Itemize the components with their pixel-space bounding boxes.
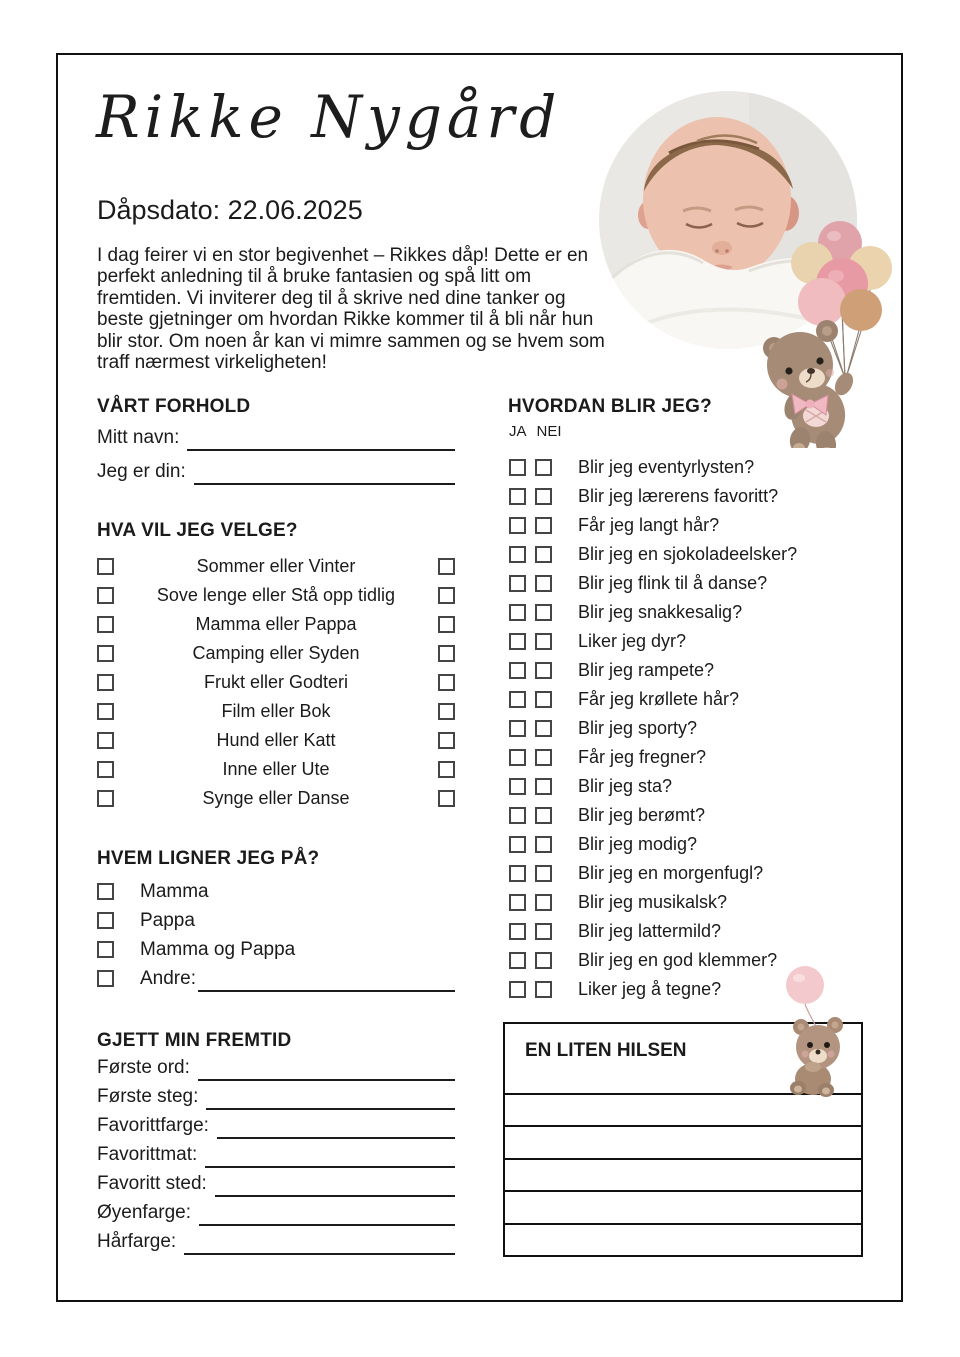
teddy-single-balloon-illustration bbox=[765, 955, 865, 1100]
greeting-heading: EN LITEN HILSEN bbox=[525, 1040, 687, 1061]
choice-right-checkbox-0[interactable] bbox=[438, 558, 455, 575]
choice-label: Sove lenge eller Stå opp tidlig bbox=[156, 585, 396, 605]
question-label: Blir jeg snakkesalig? bbox=[578, 602, 743, 622]
choice-left-checkbox-3[interactable] bbox=[97, 645, 114, 662]
question-label: Blir jeg en morgenfugl? bbox=[578, 863, 764, 883]
ja-checkbox-14[interactable] bbox=[509, 865, 526, 882]
question-row bbox=[509, 482, 859, 511]
balloon-pink-single bbox=[786, 966, 824, 1004]
nei-checkbox-11[interactable] bbox=[535, 778, 552, 795]
field-row bbox=[97, 1169, 455, 1198]
yes-label: JA bbox=[509, 423, 527, 440]
oyenfarge-line[interactable] bbox=[199, 1212, 455, 1226]
favorittmat-line[interactable] bbox=[205, 1154, 455, 1168]
nei-checkbox-0[interactable] bbox=[535, 459, 552, 476]
field-row bbox=[97, 455, 455, 489]
field-label: Øyenfarge: bbox=[97, 1201, 191, 1223]
forste-steg-line[interactable] bbox=[206, 1096, 455, 1110]
ja-checkbox-15[interactable] bbox=[509, 894, 526, 911]
traits-question-list bbox=[509, 453, 859, 1004]
choice-row bbox=[97, 784, 455, 813]
likeness-checkbox-2[interactable] bbox=[97, 941, 114, 958]
choice-row bbox=[97, 581, 455, 610]
question-row bbox=[509, 830, 859, 859]
ja-checkbox-17[interactable] bbox=[509, 952, 526, 969]
field-row bbox=[97, 1053, 455, 1082]
question-label: Blir jeg eventyrlysten? bbox=[578, 457, 755, 477]
choice-left-checkbox-2[interactable] bbox=[97, 616, 114, 633]
question-label: Får jeg krøllete hår? bbox=[578, 689, 740, 709]
nei-checkbox-2[interactable] bbox=[535, 517, 552, 534]
choice-right-checkbox-6[interactable] bbox=[438, 732, 455, 749]
question-label: Blir jeg flink til å danse? bbox=[578, 573, 768, 593]
question-label: Blir jeg lattermild? bbox=[578, 921, 722, 941]
choice-right-checkbox-1[interactable] bbox=[438, 587, 455, 604]
mitt-navn-line[interactable] bbox=[187, 437, 455, 451]
ja-checkbox-16[interactable] bbox=[509, 923, 526, 940]
choice-left-checkbox-5[interactable] bbox=[97, 703, 114, 720]
question-label: Blir jeg sta? bbox=[578, 776, 673, 796]
choice-row bbox=[97, 639, 455, 668]
field-label: Mitt navn: bbox=[97, 427, 180, 448]
page-title: Rikke Nygård bbox=[96, 83, 562, 151]
choice-label: Inne eller Ute bbox=[222, 759, 330, 779]
section-heading-relationship: VÅRT FORHOLD bbox=[97, 396, 251, 417]
relationship-fields bbox=[97, 421, 455, 489]
field-row bbox=[97, 1111, 455, 1140]
question-row bbox=[509, 801, 859, 830]
nei-checkbox-8[interactable] bbox=[535, 691, 552, 708]
nei-checkbox-9[interactable] bbox=[535, 720, 552, 737]
balloon-lightpink bbox=[798, 278, 846, 326]
question-row bbox=[509, 888, 859, 917]
no-label: NEI bbox=[536, 423, 562, 440]
field-label: Favorittmat: bbox=[97, 1143, 198, 1165]
choice-left-checkbox-0[interactable] bbox=[97, 558, 114, 575]
ja-checkbox-10[interactable] bbox=[509, 749, 526, 766]
ja-checkbox-1[interactable] bbox=[509, 488, 526, 505]
likeness-checkbox-0[interactable] bbox=[97, 883, 114, 900]
yes-no-header bbox=[509, 423, 562, 440]
page-border bbox=[56, 53, 903, 1302]
question-row bbox=[509, 569, 859, 598]
field-row bbox=[97, 1227, 455, 1256]
question-label: Blir jeg rampete? bbox=[578, 660, 715, 680]
choice-label: Mamma eller Pappa bbox=[195, 614, 357, 634]
nei-checkbox-4[interactable] bbox=[535, 575, 552, 592]
choice-right-checkbox-8[interactable] bbox=[438, 790, 455, 807]
choice-right-checkbox-4[interactable] bbox=[438, 674, 455, 691]
question-row bbox=[509, 917, 859, 946]
choice-left-checkbox-4[interactable] bbox=[97, 674, 114, 691]
likeness-checkbox-1[interactable] bbox=[97, 912, 114, 929]
question-row bbox=[509, 627, 859, 656]
question-row bbox=[509, 540, 859, 569]
nei-checkbox-1[interactable] bbox=[535, 488, 552, 505]
choice-left-checkbox-6[interactable] bbox=[97, 732, 114, 749]
section-heading-choices: HVA VIL JEG VELGE? bbox=[97, 520, 298, 541]
choice-row bbox=[97, 755, 455, 784]
choice-right-checkbox-5[interactable] bbox=[438, 703, 455, 720]
likeness-list bbox=[97, 877, 455, 993]
nei-checkbox-14[interactable] bbox=[535, 865, 552, 882]
section-heading-future: GJETT MIN FREMTID bbox=[97, 1030, 292, 1051]
nei-checkbox-13[interactable] bbox=[535, 836, 552, 853]
teddy-balloons-illustration bbox=[748, 218, 903, 448]
field-row bbox=[97, 1140, 455, 1169]
section-heading-traits: HVORDAN BLIR JEG? bbox=[508, 396, 712, 417]
forste-ord-line[interactable] bbox=[198, 1067, 455, 1081]
likeness-row bbox=[97, 877, 455, 906]
nei-checkbox-10[interactable] bbox=[535, 749, 552, 766]
field-label: Jeg er din: bbox=[97, 461, 186, 482]
likeness-row bbox=[97, 935, 455, 964]
question-label: Liker jeg dyr? bbox=[578, 631, 687, 651]
likeness-other-line[interactable] bbox=[198, 978, 455, 992]
choice-label: Frukt eller Godteri bbox=[203, 672, 349, 692]
choice-right-checkbox-2[interactable] bbox=[438, 616, 455, 633]
likeness-label: Mamma og Pappa bbox=[140, 938, 296, 960]
ja-checkbox-3[interactable] bbox=[509, 546, 526, 563]
field-label: Første steg: bbox=[97, 1085, 199, 1107]
question-row bbox=[509, 714, 859, 743]
section-heading-likeness: HVEM LIGNER JEG PÅ? bbox=[97, 848, 320, 869]
nei-checkbox-6[interactable] bbox=[535, 633, 552, 650]
harfarge-line[interactable] bbox=[184, 1241, 455, 1255]
ja-checkbox-0[interactable] bbox=[509, 459, 526, 476]
favoritt-sted-line[interactable] bbox=[215, 1183, 455, 1197]
question-row bbox=[509, 743, 859, 772]
likeness-row bbox=[97, 964, 455, 993]
choice-left-checkbox-1[interactable] bbox=[97, 587, 114, 604]
greeting-write-line[interactable] bbox=[505, 1190, 861, 1222]
ja-checkbox-12[interactable] bbox=[509, 807, 526, 824]
field-label: Hårfarge: bbox=[97, 1230, 177, 1252]
field-row bbox=[97, 1198, 455, 1227]
choice-left-checkbox-8[interactable] bbox=[97, 790, 114, 807]
question-label: Blir jeg en god klemmer? bbox=[578, 950, 778, 970]
greeting-write-line[interactable] bbox=[505, 1125, 861, 1157]
ja-checkbox-7[interactable] bbox=[509, 662, 526, 679]
question-label: Liker jeg å tegne? bbox=[578, 979, 722, 999]
question-row bbox=[509, 511, 859, 540]
choice-row bbox=[97, 552, 455, 581]
ja-checkbox-2[interactable] bbox=[509, 517, 526, 534]
question-row bbox=[509, 859, 859, 888]
nei-checkbox-7[interactable] bbox=[535, 662, 552, 679]
field-label: Første ord: bbox=[97, 1056, 190, 1078]
greeting-write-line[interactable] bbox=[505, 1223, 861, 1255]
likeness-checkbox-other[interactable] bbox=[97, 970, 114, 987]
ja-checkbox-8[interactable] bbox=[509, 691, 526, 708]
question-row bbox=[509, 656, 859, 685]
question-row bbox=[509, 685, 859, 714]
choice-row bbox=[97, 726, 455, 755]
nei-checkbox-12[interactable] bbox=[535, 807, 552, 824]
ja-checkbox-18[interactable] bbox=[509, 981, 526, 998]
choice-label: Hund eller Katt bbox=[216, 730, 336, 750]
question-label: Blir jeg berømt? bbox=[578, 805, 706, 825]
likeness-label: Mamma bbox=[140, 880, 209, 902]
choice-label: Camping eller Syden bbox=[192, 643, 360, 663]
choice-row bbox=[97, 697, 455, 726]
question-row bbox=[509, 598, 859, 627]
ja-checkbox-5[interactable] bbox=[509, 604, 526, 621]
ja-checkbox-4[interactable] bbox=[509, 575, 526, 592]
choice-row bbox=[97, 610, 455, 639]
future-fields bbox=[97, 1053, 455, 1256]
question-row bbox=[509, 453, 859, 482]
greeting-write-line[interactable] bbox=[505, 1158, 861, 1190]
choice-right-checkbox-7[interactable] bbox=[438, 761, 455, 778]
favorittfarge-line[interactable] bbox=[217, 1125, 455, 1139]
choice-label: Sommer eller Vinter bbox=[196, 556, 356, 576]
nei-checkbox-5[interactable] bbox=[535, 604, 552, 621]
likeness-other-label: Andre: bbox=[140, 967, 196, 989]
question-label: Får jeg fregner? bbox=[578, 747, 707, 767]
question-label: Blir jeg musikalsk? bbox=[578, 892, 728, 912]
balloon-tan bbox=[840, 289, 882, 331]
question-label: Får jeg langt hår? bbox=[578, 515, 720, 535]
choice-row bbox=[97, 668, 455, 697]
choice-label: Synge eller Danse bbox=[202, 788, 350, 808]
field-label: Favorittfarge: bbox=[97, 1114, 209, 1136]
likeness-row bbox=[97, 906, 455, 935]
question-row bbox=[509, 772, 859, 801]
likeness-label: Pappa bbox=[140, 909, 195, 931]
nei-checkbox-16[interactable] bbox=[535, 923, 552, 940]
question-label: Blir jeg lærerens favoritt? bbox=[578, 486, 779, 506]
intro-text: I dag feirer vi en stor begivenhet – Rikkes dåp! Dette er en perfekt anledning til å bruke fantasien og spå litt om fremtiden. Vi inviterer deg til å skrive ned dine tanker og beste gjetninger om hvordan Rikke kommer til å bli når hun blir stor. Om noen år kan vi mimre sammen og se hvem som traff nærmest virkeligheten! bbox=[97, 245, 605, 374]
nei-checkbox-18[interactable] bbox=[535, 981, 552, 998]
question-label: Blir jeg modig? bbox=[578, 834, 698, 854]
field-row bbox=[97, 1082, 455, 1111]
jeg-er-din-line[interactable] bbox=[194, 471, 455, 485]
choice-right-checkbox-3[interactable] bbox=[438, 645, 455, 662]
ja-checkbox-13[interactable] bbox=[509, 836, 526, 853]
baptism-date: Dåpsdato: 22.06.2025 bbox=[97, 195, 363, 225]
nei-checkbox-3[interactable] bbox=[535, 546, 552, 563]
nei-checkbox-17[interactable] bbox=[535, 952, 552, 969]
greeting-lines bbox=[505, 1093, 861, 1255]
choices-list bbox=[97, 552, 455, 813]
ja-checkbox-6[interactable] bbox=[509, 633, 526, 650]
field-label: Favoritt sted: bbox=[97, 1172, 207, 1194]
ja-checkbox-11[interactable] bbox=[509, 778, 526, 795]
ja-checkbox-9[interactable] bbox=[509, 720, 526, 737]
question-label: Blir jeg sporty? bbox=[578, 718, 698, 738]
nei-checkbox-15[interactable] bbox=[535, 894, 552, 911]
choice-label: Film eller Bok bbox=[221, 701, 331, 721]
choice-left-checkbox-7[interactable] bbox=[97, 761, 114, 778]
question-label: Blir jeg en sjokoladeelsker? bbox=[578, 544, 798, 564]
field-row bbox=[97, 421, 455, 455]
